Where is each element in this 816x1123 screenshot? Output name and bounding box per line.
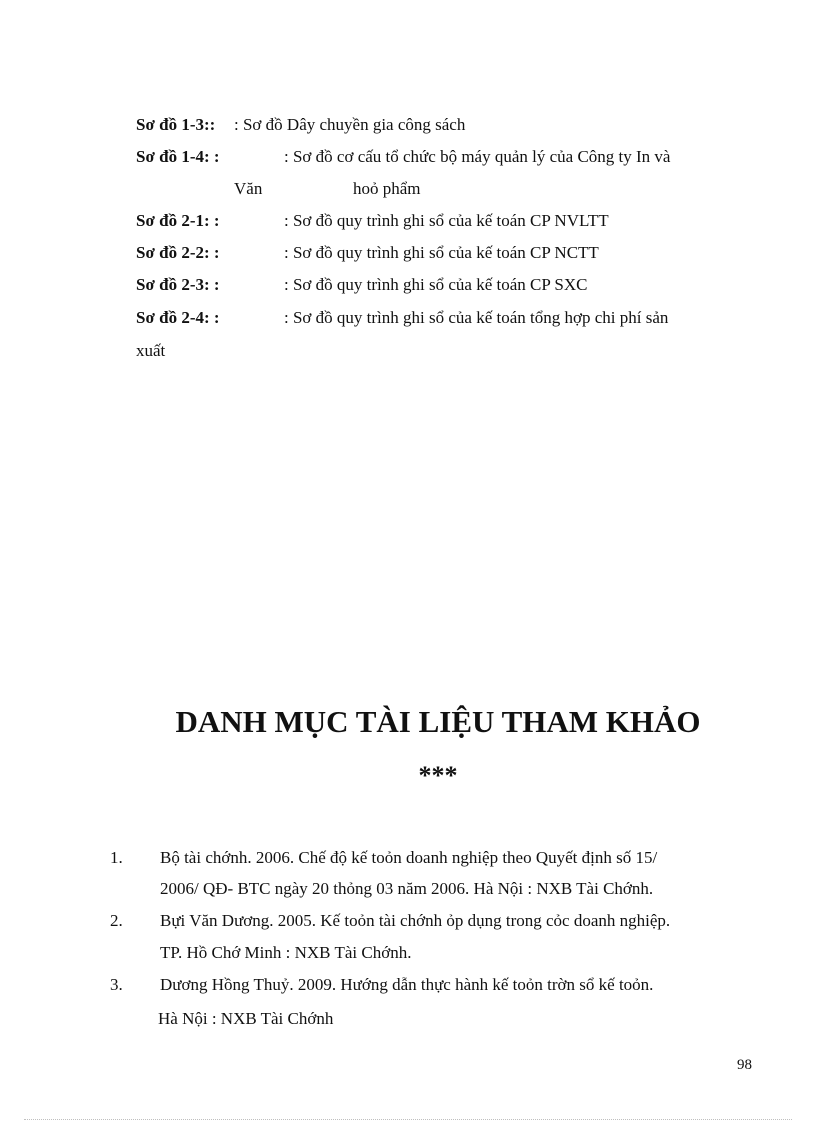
diagram-label-1-3: Sơ đồ 1-3:: [136, 115, 216, 134]
diagram-label-2-1: Sơ đồ 2-1: : [136, 211, 220, 230]
diagram-desc-2-4-cont: xuất [136, 341, 166, 360]
reference-1-line-1: Bộ tài chớnh. 2006. Chế độ kế toỏn doanh nghiệp theo Quyết định số 15/ [160, 848, 658, 867]
reference-3-line-2: Hà Nội : NXB Tài Chớnh [158, 1009, 334, 1028]
diagram-desc-2-2: : Sơ đồ quy trình ghi sổ của kế toán CP NCTT [284, 243, 599, 262]
diagram-label-2-4: Sơ đồ 2-4: : [136, 308, 220, 327]
reference-number-2: 2. [110, 911, 123, 930]
references-separator: *** [418, 761, 458, 790]
diagram-desc-1-4-cont-a: Văn [234, 179, 263, 198]
diagram-desc-2-3: : Sơ đồ quy trình ghi sổ của kế toán CP SXC [284, 275, 588, 294]
reference-number-3: 3. [110, 975, 123, 994]
diagram-label-1-4: Sơ đồ 1-4: : [136, 147, 220, 166]
reference-number-1: 1. [110, 848, 123, 867]
diagram-desc-1-4: : Sơ đồ cơ cấu tổ chức bộ máy quản lý của Công ty In và [284, 147, 671, 166]
reference-2-line-1: Bựi Văn Dương. 2005. Kế toỏn tài chớnh ỏp dụng trong cỏc doanh nghiệp. [160, 911, 671, 930]
diagram-label-2-2: Sơ đồ 2-2: : [136, 243, 220, 262]
diagram-desc-1-3: : Sơ đồ Dây chuyền gia công sách [234, 115, 466, 134]
diagram-desc-2-1: : Sơ đồ quy trình ghi sổ của kế toán CP NVLTT [284, 211, 609, 230]
references-title: DANH MỤC TÀI LIỆU THAM KHẢO [175, 704, 701, 739]
reference-1-line-2: 2006/ QĐ- BTC ngày 20 thỏng 03 năm 2006. Hà Nội : NXB Tài Chớnh. [160, 879, 654, 898]
reference-2-line-2: TP. Hồ Chớ Minh : NXB Tài Chớnh. [160, 943, 412, 962]
reference-3-line-1: Dương Hồng Thuỷ. 2009. Hướng dẫn thực hành kế toỏn trờn sổ kế toỏn. [160, 975, 654, 994]
diagram-desc-1-4-cont-b: hoỏ phẩm [353, 179, 421, 198]
page-number: 98 [737, 1057, 752, 1073]
diagram-desc-2-4: : Sơ đồ quy trình ghi sổ của kế toán tổng hợp chi phí sản [284, 308, 669, 327]
page-bottom-divider [24, 1119, 792, 1120]
diagram-label-2-3: Sơ đồ 2-3: : [136, 275, 220, 294]
